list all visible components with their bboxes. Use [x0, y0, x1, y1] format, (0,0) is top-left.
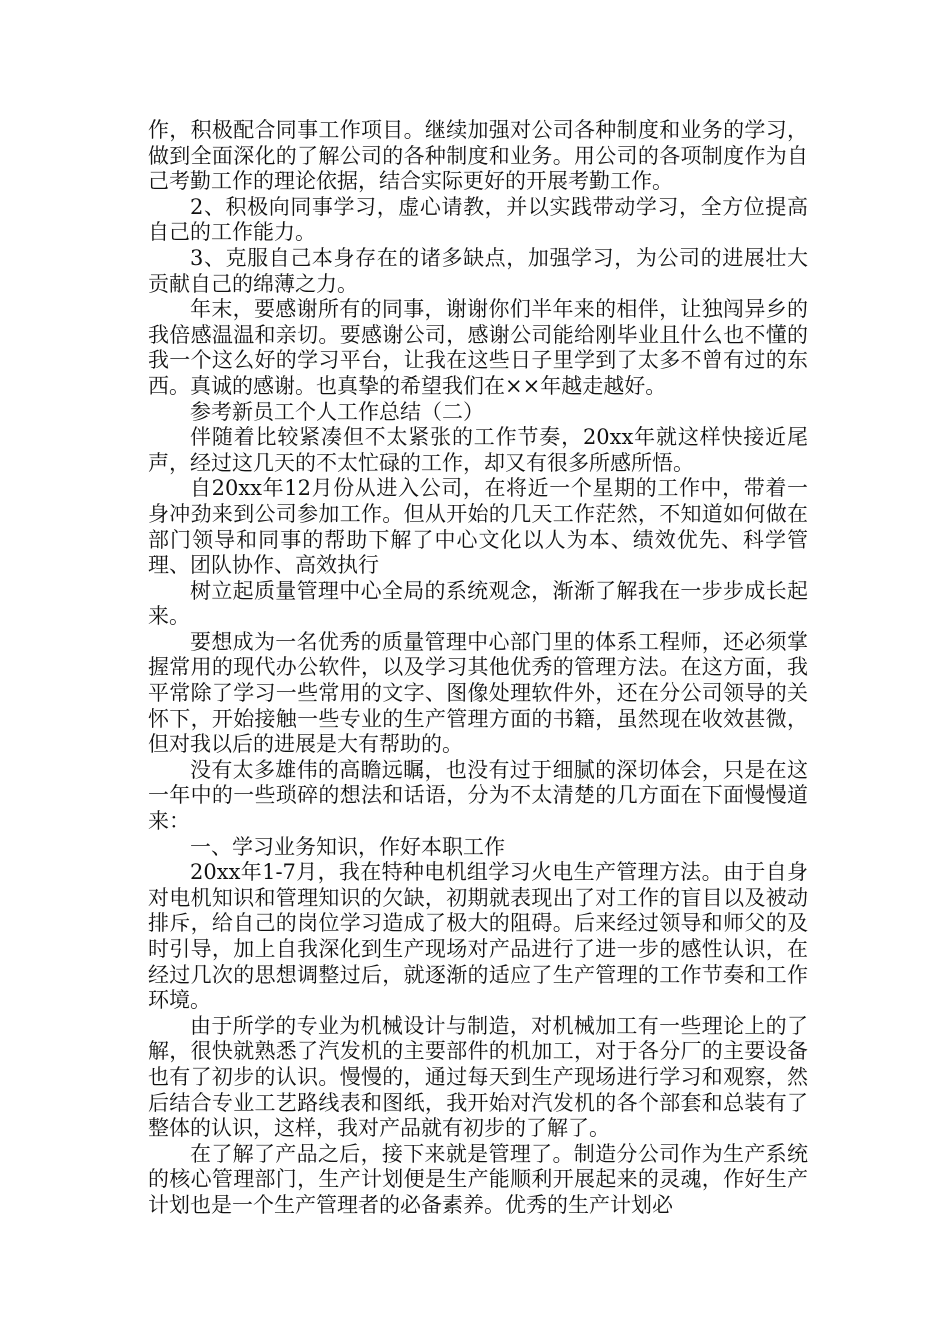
document-page	[148, 118, 808, 1219]
paragraph: 要想成为一名优秀的质量管理中心部门里的体系工程师，还必须掌握常用的现代办公软件，以及学习其他优秀的管理方法。在这方面，我平常除了学习一些常用的文字、图像处理软件外，还在分公司领导的关怀下，开始接触一些专业的生产管理方面的书籍，虽然现在收效甚微，但对我以后的进展是大有帮助的。	[148, 629, 808, 757]
section-heading: 参考新员工个人工作总结（二）	[190, 399, 484, 424]
paragraph: 自20xx年12月份从进入公司，在将近一个星期的工作中，带着一身冲劲来到公司参加工作。但从开始的几天工作茫然，不知道如何做在部门领导和同事的帮助下解了中心文化以人为本、绩效优先、科学管理、团队协作、高效执行	[148, 476, 808, 578]
paragraph: 在了解了产品之后，接下来就是管理了。制造分公司作为生产系统的核心管理部门，生产计划便是生产能顺利开展起来的灵魂，作好生产计划也是一个生产管理者的必备素养。优秀的生产计划必	[148, 1141, 808, 1217]
paragraph: 2、积极向同事学习，虚心请教，并以实践带动学习，全方位提高自己的工作能力。	[148, 194, 808, 245]
paragraph: 3、克服自己本身存在的诸多缺点，加强学习，为公司的进展壮大贡献自己的绵薄之力。	[148, 245, 808, 296]
paragraph: 作，积极配合同事工作项目。继续加强对公司各种制度和业务的学习，做到全面深化的了解公司的各种制度和业务。用公司的各项制度作为自己考勤工作的理论依据，结合实际更好的开展考勤工作。	[148, 118, 808, 194]
subsection-heading: 一、学习业务知识，作好本职工作	[190, 834, 505, 859]
paragraph: 由于所学的专业为机械设计与制造，对机械加工有一些理论上的了解，很快就熟悉了汽发机的主要部件的机加工，对于各分厂的主要设备也有了初步的认识。慢慢的，通过每天到生产现场进行学习和观察，然后结合专业工艺路线表和图纸，我开始对汽发机的各个部套和总装有了整体的认识，这样，我对产品就有初步的了解了。	[148, 1013, 808, 1141]
paragraph: 20xx年1-7月，我在特种电机组学习火电生产管理方法。由于自身对电机知识和管理知识的欠缺，初期就表现出了对工作的盲目以及被动排斥，给自己的岗位学习造成了极大的阻碍。后来经过领导和师父的及时引导，加上自我深化到生产现场对产品进行了进一步的感性认识，在经过几次的思想调整过后，就逐渐的适应了生产管理的工作节奏和工作环境。	[148, 860, 808, 1013]
paragraph: 年末，要感谢所有的同事，谢谢你们半年来的相伴，让独闯异乡的我倍感温温和亲切。要感谢公司，感谢公司能给刚毕业且什么也不懂的我一个这么好的学习平台，让我在这些日子里学到了太多不曾有过的东西。真诚的感谢。也真挚的希望我们在××年越走越好。	[148, 297, 808, 398]
paragraph: 伴随着比较紧凑但不太紧张的工作节奏，20xx年就这样快接近尾声，经过这几天的不太忙碌的工作，却又有很多所感所悟。	[148, 425, 808, 475]
paragraph: 树立起质量管理中心全局的系统观念，渐渐了解我在一步步成长起来。	[148, 578, 808, 629]
paragraph: 没有太多雄伟的高瞻远瞩，也没有过于细腻的深切体会，只是在这一年中的一些琐碎的想法和话语，分为不太清楚的几方面在下面慢慢道来：	[148, 757, 808, 834]
